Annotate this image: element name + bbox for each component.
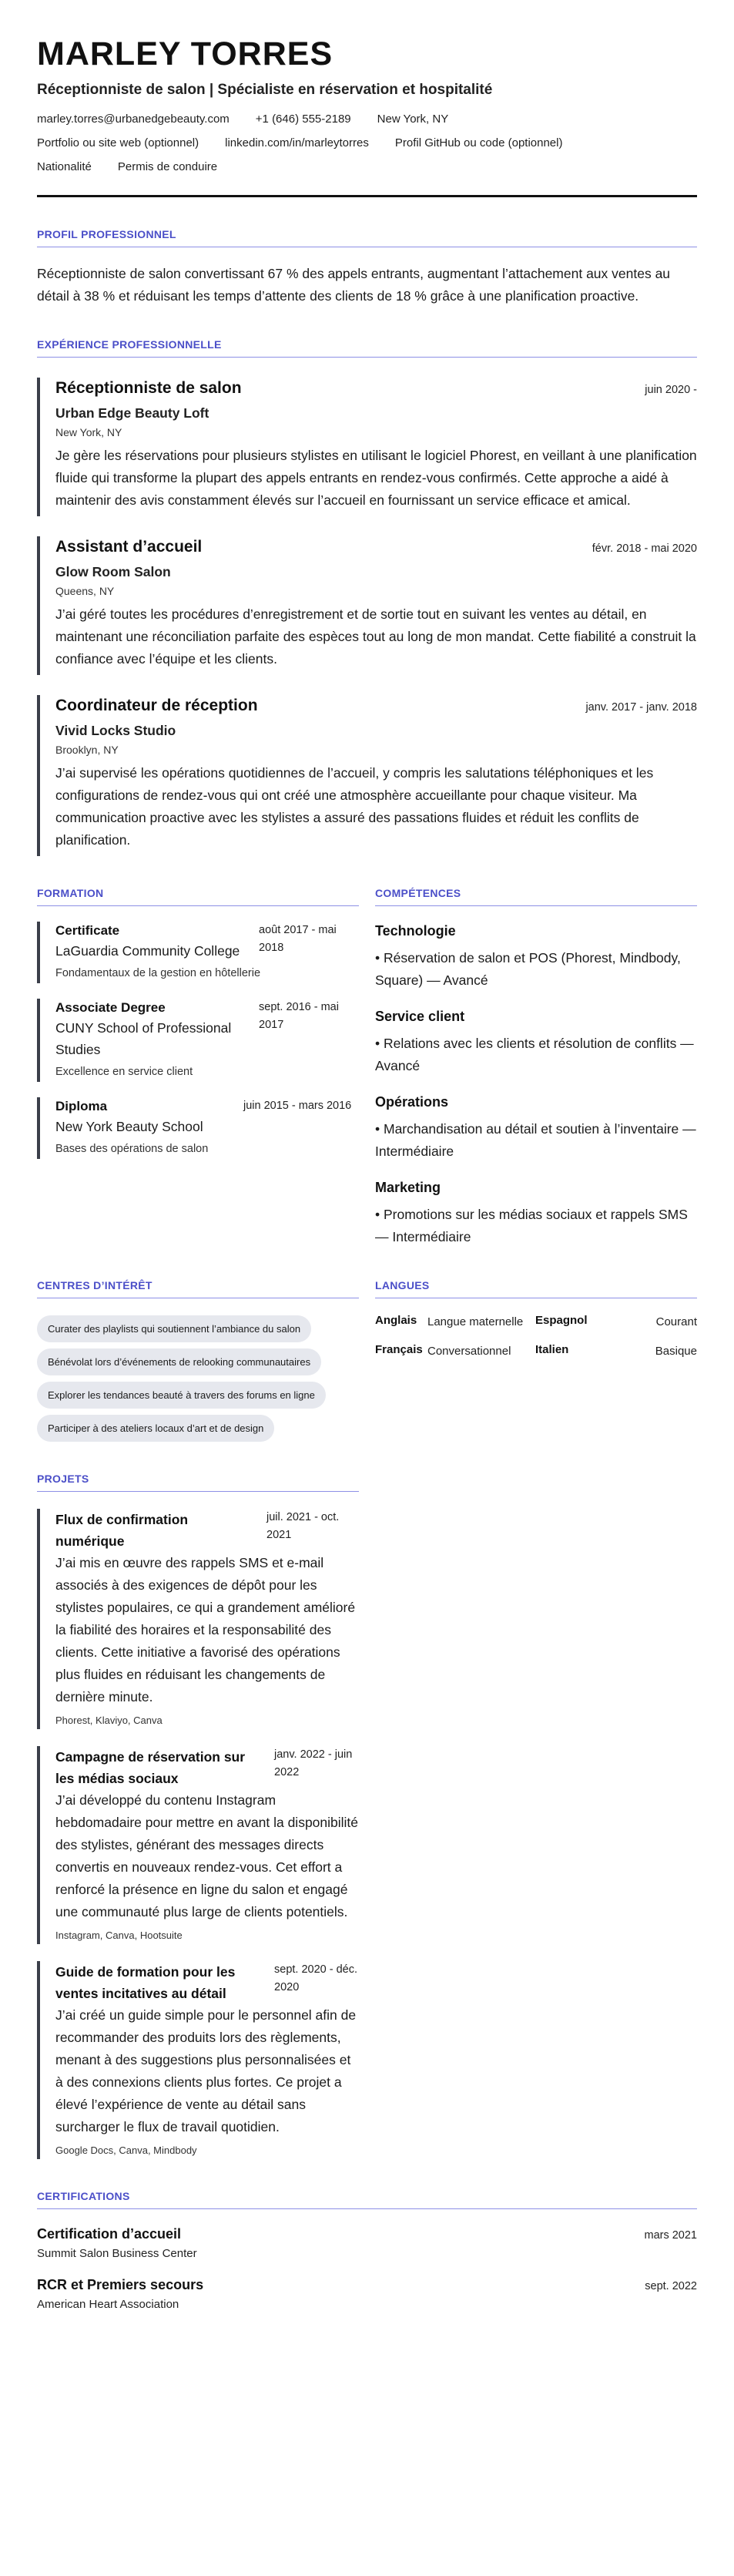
projects-column <box>37 1473 359 2159</box>
certification-issuer: American Heart Association <box>37 2298 179 2312</box>
contact-row <box>37 113 697 126</box>
certification-issuer: Summit Salon Business Center <box>37 2247 197 2261</box>
language-level: Conversationnel <box>427 1345 511 1359</box>
education-entry <box>37 999 359 1082</box>
project-entry <box>37 1961 359 2159</box>
contact-location: New York, NY <box>377 113 449 126</box>
skill-category: Opérations <box>375 1094 449 1110</box>
education-date: sept. 2016 - mai 2017 <box>259 1001 339 1032</box>
contact-email[interactable]: marley.torres@urbanedgebeauty.com <box>37 113 230 126</box>
contact-nationality: Nationalité <box>37 160 92 174</box>
education-note: Bases des opérations de salon <box>55 1143 209 1156</box>
project-title: Flux de confirmation numérique <box>55 1512 189 1550</box>
education-entry <box>37 1097 359 1159</box>
project-description: J’ai développé du contenu Instagram hebdomadaire pour mettre en avant la disponibilité des stylistes, générant des messages directs convertis en nouveaux rendez-vous. Cet effort a renforcé la présence en ligne du salon et engagé une communauté plus large de clients potentiels. <box>55 1792 359 1920</box>
profile-summary: Réceptionniste de salon convertissant 67 % des appels entrants, augmentant l’attachement aux ventes au détail à 38 % et réduisant les temps d’attente des clients de 18 % grâce à une planification proactive. <box>37 266 671 304</box>
education-entry <box>37 922 359 983</box>
project-title: Guide de formation pour les ventes incitatives au détail <box>55 1964 236 2002</box>
languages-column <box>375 1248 697 1442</box>
contact-phone[interactable]: +1 (646) 555-2189 <box>255 113 351 126</box>
experience-description: Je gère les réservations pour plusieurs stylistes en utilisant le logiciel Phorest, en veillant à une planification fluide qui transforme la plupart des appels entrants en rendez-vous confirmés. Cette approche a aidé à maintenir des avis constamment élevés sur l’accueil en fournissant un service efficace et amical. <box>55 448 697 509</box>
skill-category: Service client <box>375 1009 465 1025</box>
language-name: Français <box>375 1343 423 1357</box>
education-column <box>37 856 359 1248</box>
experience-description: J’ai géré toutes les procédures d’enregistrement et de sortie tout en suivant les ventes au détail, en maintenant une réconciliation parfaite des espèces tout au long de mon mandat. Cette fiabilité a construit la confiance avec l’équipe et les clients. <box>55 606 696 667</box>
language-level: Courant <box>655 1315 697 1329</box>
project-tools: Instagram, Canva, Hootsuite <box>55 1929 183 1942</box>
education-school: CUNY School of Professional Studies <box>55 1020 232 1058</box>
education-note: Excellence en service client <box>55 1066 193 1079</box>
interest-tag: Participer à des ateliers locaux d’art et de design <box>37 1415 274 1442</box>
project-description: J’ai créé un guide simple pour le personnel afin de recommander des produits lors des règlements, menant à des suggestions plus personnalisées et à des connexions clients plus fortes. Ce projet a élevé l’expérience de vente au détail sans surcharger le flux de travail quotidien. <box>55 2007 357 2135</box>
education-skills-row <box>37 856 697 1248</box>
section-title-projects: PROJETS <box>37 1473 359 1492</box>
interest-tag: Bénévolat lors d’événements de relooking communautaires <box>37 1348 321 1375</box>
project-date: juil. 2021 - oct. 2021 <box>266 1511 340 1542</box>
experience-location: Brooklyn, NY <box>55 744 119 757</box>
skill-item: • Marchandisation au détail et soutien à l’inventaire — Intermédiaire <box>375 1121 696 1160</box>
contact-portfolio[interactable]: Portfolio ou site web (optionnel) <box>37 136 199 150</box>
experience-company: Vivid Locks Studio <box>55 723 176 739</box>
certification-title: Certification d’accueil <box>37 2226 182 2242</box>
education-school: New York Beauty School <box>55 1119 203 1135</box>
certification-date: mars 2021 <box>644 2229 697 2242</box>
project-title: Campagne de réservation sur les médias sociaux <box>55 1749 246 1787</box>
experience-location: Queens, NY <box>55 585 115 598</box>
education-school: LaGuardia Community College <box>55 943 240 959</box>
skill-item: • Relations avec les clients et résolution de conflits — Avancé <box>375 1036 694 1074</box>
education-degree: Diploma <box>55 1099 108 1114</box>
education-degree: Associate Degree <box>55 1000 166 1016</box>
project-date: janv. 2022 - juin 2022 <box>274 1748 353 1779</box>
education-date: juin 2015 - mars 2016 <box>243 1100 352 1113</box>
experience-date: févr. 2018 - mai 2020 <box>592 542 697 556</box>
language-level: Langue maternelle <box>427 1315 524 1329</box>
language-level: Basique <box>655 1345 697 1359</box>
header-divider <box>37 195 697 197</box>
experience-role: Assistant d’accueil <box>55 538 203 556</box>
section-title-languages: LANGUES <box>375 1279 697 1298</box>
project-entry <box>37 1746 359 1944</box>
skill-item: • Promotions sur les médias sociaux et rappels SMS — Intermédiaire <box>375 1207 688 1245</box>
project-date: sept. 2020 - déc. 2020 <box>274 1963 358 1994</box>
skill-item: • Réservation de salon et POS (Phorest, Mindbody, Square) — Avancé <box>375 950 681 989</box>
interest-tag: Curater des playlists qui soutiennent l’ambiance du salon <box>37 1315 311 1342</box>
certification-title: RCR et Premiers secours <box>37 2277 204 2293</box>
education-note: Fondamentaux de la gestion en hôtellerie <box>55 967 261 980</box>
section-title-experience: EXPÉRIENCE PROFESSIONNELLE <box>37 338 697 358</box>
certification-date: sept. 2022 <box>645 2280 697 2293</box>
certification-entry <box>37 2226 697 2260</box>
experience-description: J’ai supervisé les opérations quotidiennes de l’accueil, y compris les salutations téléphoniques et les configurations de rendez-vous qui ont créé une atmosphère accueillante pour chaque visiteur. Ma communication proactive avec les stylistes a assuré des passations fluides et réduit les conflits de planification. <box>55 765 654 848</box>
project-tools: Google Docs, Canva, Mindbody <box>55 2144 197 2157</box>
candidate-name: MARLEY TORRES <box>37 35 333 72</box>
experience-entry <box>37 695 697 856</box>
experience-entry <box>37 536 697 675</box>
interest-tag: Explorer les tendances beauté à travers des forums en ligne <box>37 1382 326 1409</box>
project-description: J’ai mis en œuvre des rappels SMS et e-mail associés à des exigences de dépôt pour les stylistes populaires, ce qui a grandement amélioré la fiabilité des horaires et la responsabilité des clients. Cette initiative a favorisé des opérations plus fluides en réduisant les changements de dernière minute. <box>55 1555 356 1705</box>
section-title-education: FORMATION <box>37 887 359 906</box>
education-degree: Certificate <box>55 923 120 939</box>
education-date: août 2017 - mai 2018 <box>259 924 337 955</box>
section-title-skills: COMPÉTENCES <box>375 887 697 906</box>
skills-column <box>375 856 697 1248</box>
contact-linkedin[interactable]: linkedin.com/in/marleytorres <box>225 136 369 150</box>
experience-date: juin 2020 - <box>645 384 697 397</box>
experience-role: Réceptionniste de salon <box>55 379 242 398</box>
skill-category: Technologie <box>375 923 456 939</box>
experience-company: Glow Room Salon <box>55 564 171 580</box>
section-title-interests: CENTRES D’INTÉRÊT <box>37 1279 359 1298</box>
section-title-certifications: CERTIFICATIONS <box>37 2190 697 2209</box>
language-name: Espagnol <box>535 1314 588 1328</box>
contact-driving-license: Permis de conduire <box>117 160 218 174</box>
experience-company: Urban Edge Beauty Loft <box>55 405 209 421</box>
contact-github[interactable]: Profil GitHub ou code (optionnel) <box>394 136 563 150</box>
experience-location: New York, NY <box>55 426 122 439</box>
interests-list <box>37 1309 359 1442</box>
languages-grid <box>375 1314 697 1360</box>
candidate-headline: Réceptionniste de salon | Spécialiste en réservation et hospitalité <box>37 82 493 99</box>
experience-entry <box>37 378 697 516</box>
project-entry <box>37 1509 359 1729</box>
certification-entry <box>37 2277 697 2311</box>
project-tools: Phorest, Klaviyo, Canva <box>55 1715 163 1727</box>
language-name: Italien <box>535 1343 569 1357</box>
skill-category: Marketing <box>375 1180 441 1196</box>
resume-header <box>37 35 697 197</box>
experience-date: janv. 2017 - janv. 2018 <box>585 701 697 714</box>
language-name: Anglais <box>375 1314 417 1328</box>
experience-role: Coordinateur de réception <box>55 697 258 715</box>
interests-column <box>37 1248 359 1442</box>
interests-languages-row <box>37 1248 697 1442</box>
contact-row <box>37 136 697 149</box>
section-title-profile: PROFIL PROFESSIONNEL <box>37 228 697 247</box>
contact-row <box>37 160 697 173</box>
